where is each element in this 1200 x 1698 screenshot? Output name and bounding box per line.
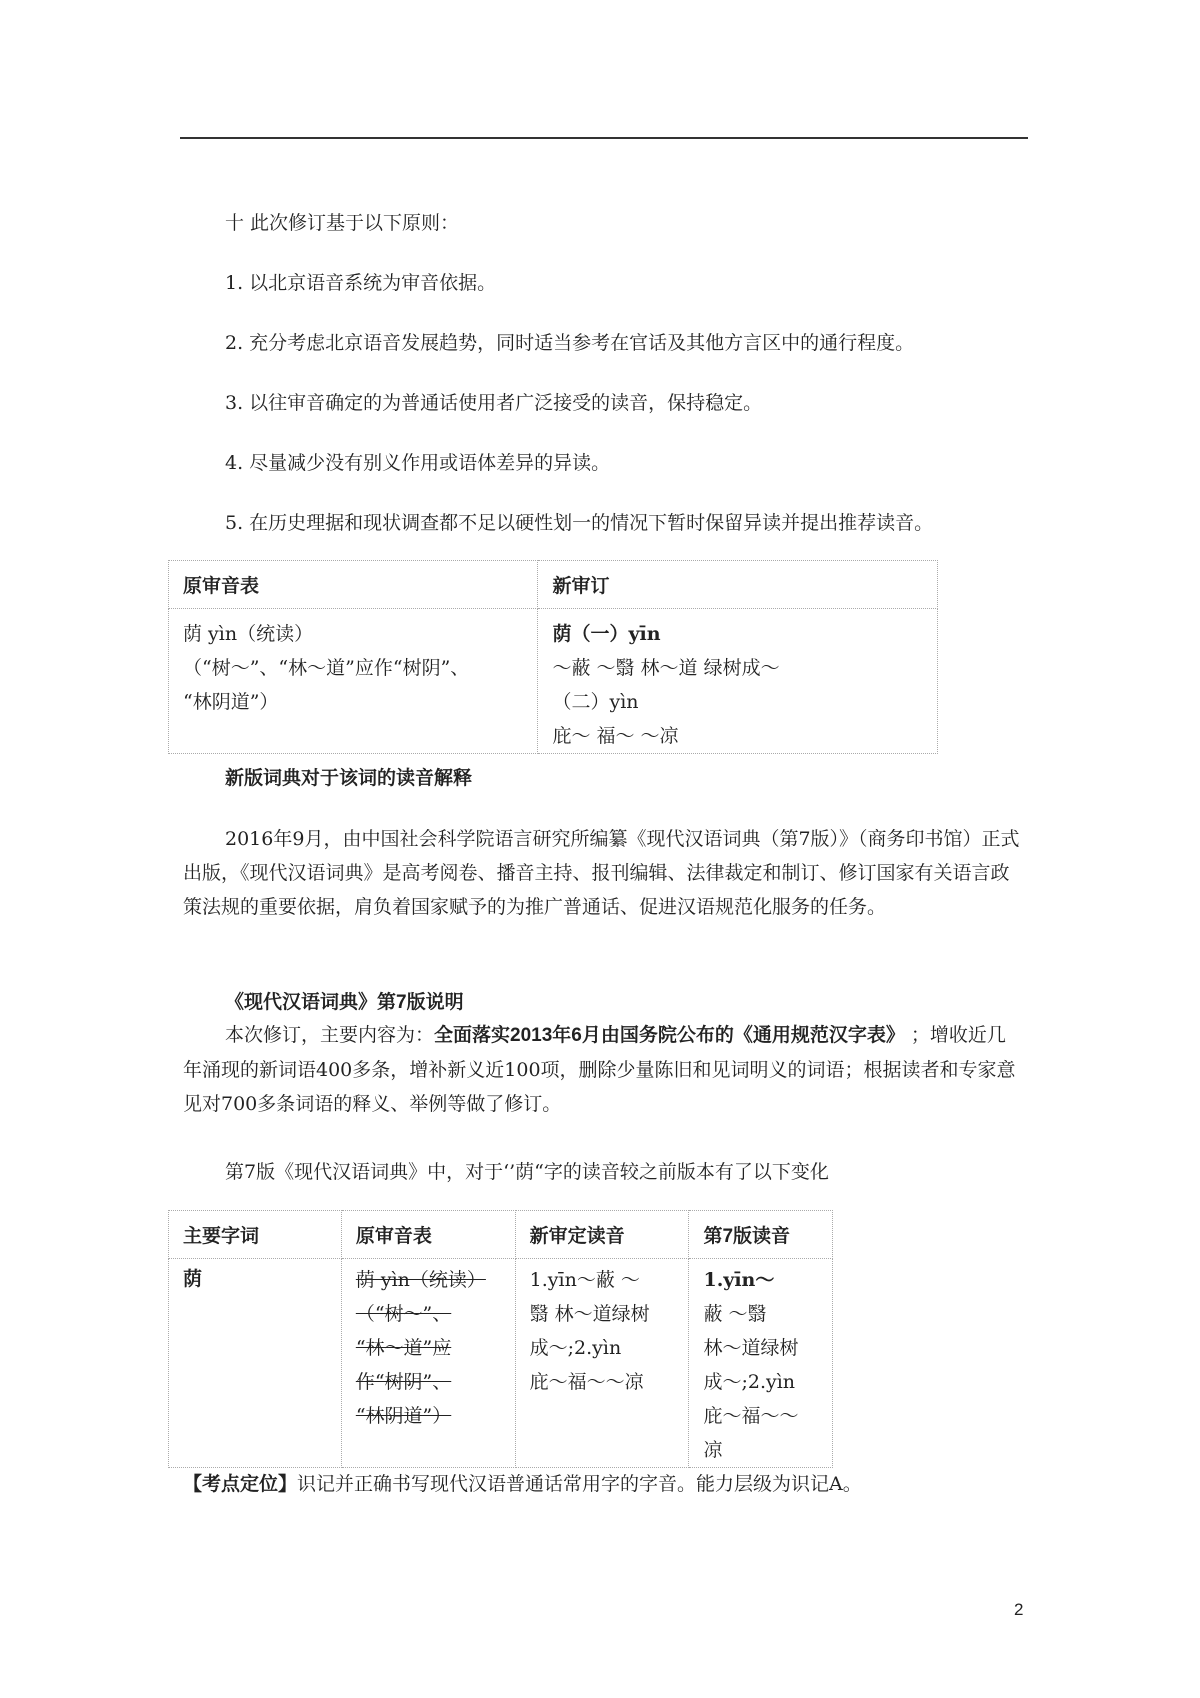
kaodian-label: 【考点定位】: [183, 1474, 298, 1495]
table2-v7-line: 凉: [703, 1439, 723, 1461]
section1-paragraph: [183, 822, 1023, 924]
table2-word-cell: [169, 1259, 342, 1468]
table-version-comparison: [168, 1210, 833, 1468]
principle-5: 5. 在历史理据和现状调查都不足以硬性划一的情况下暂时保留异读并提出推荐读音。: [225, 512, 934, 534]
table1-old-line: （“树～”、“林～道”应作“树阴”、: [183, 657, 470, 679]
table2-new-line: 庇～福～～凉: [529, 1371, 644, 1393]
table2-v7-line: 林～道绿树: [703, 1337, 799, 1359]
table1-old-cell: [169, 609, 538, 754]
table2-v7-line: 庇～福～～: [703, 1405, 799, 1427]
table2-old-line: “林阴道”）: [355, 1405, 452, 1427]
table2-header-new: 新审定读音: [515, 1211, 689, 1259]
table2-v7-line: 1.yīn～: [703, 1269, 775, 1291]
page-number: 2: [1014, 1600, 1024, 1619]
table2-old-line: （“树～”、: [355, 1303, 452, 1325]
table1-new-line: （二）yìn: [552, 691, 639, 713]
table1-old-line: “林阴道”）: [183, 691, 279, 713]
section2-paragraph: [183, 1018, 1023, 1121]
table2-old-line: “林～道”应: [355, 1337, 452, 1359]
table1-old-line: 荫 yìn（统读）: [183, 623, 314, 645]
table1-header-new: 新审订: [538, 561, 938, 609]
section2-para-prefix: 本次修订，主要内容为：: [225, 1024, 435, 1046]
principles-heading: 十 此次修订基于以下原则：: [225, 212, 460, 234]
principle-4: 4. 尽量减少没有别义作用或语体差异的异读。: [225, 452, 611, 474]
table1-new-line: ～蔽 ～翳 林～道 绿树成～: [552, 657, 780, 679]
principle-1: 1. 以北京语音系统为审音依据。: [225, 272, 497, 294]
table1-new-line: 庇～ 福～ ～凉: [552, 725, 679, 747]
table2-header-v7: 第7版读音: [689, 1211, 833, 1259]
section2-para-bold: 全面落实2013年6月由国务院公布的《通用规范汉字表》: [434, 1025, 905, 1046]
table1-new-cell: [538, 609, 938, 754]
kaodian-text: 识记并正确书写现代汉语普通话常用字的字音。能力层级为识记A。: [297, 1473, 862, 1495]
table2-old-line: 荫 yìn（统读）: [355, 1269, 486, 1291]
table2-word: 荫: [183, 1269, 203, 1290]
section2-title: 《现代汉语词典》第7版说明: [225, 992, 464, 1013]
table2-v7-cell: [689, 1259, 833, 1468]
table1-header-old: 原审音表: [169, 561, 538, 609]
table2-new-cell: [515, 1259, 689, 1468]
table2-new-line: 1.yīn～蔽 ～: [529, 1269, 640, 1291]
kaodian-line: [183, 1472, 862, 1497]
table2-v7-line: 蔽 ～翳: [703, 1303, 767, 1325]
principle-2: 2. 充分考虑北京语音发展趋势，同时适当参考在官话及其他方言区中的通行程度。: [225, 332, 915, 354]
section2-para-rest: ；增收近几年涌现的新词语400多条，增补新义近100项，删除少量陈旧和见词明义的词语；根据读者和专家意见对700多条词语的释义、举例等做了修订。: [183, 1024, 1016, 1115]
principle-3: 3. 以往审音确定的为普通话使用者广泛接受的读音，保持稳定。: [225, 392, 763, 414]
table2-old-cell: [341, 1259, 515, 1468]
table2-header-word: 主要字词: [169, 1211, 342, 1259]
header-rule: [180, 137, 1028, 139]
section1-title: 新版词典对于该词的读音解释: [225, 768, 473, 789]
table2-old-line: 作“树阴”、: [355, 1371, 452, 1393]
table2-new-line: 翳 林～道绿树: [529, 1303, 650, 1325]
table2-new-line: 成～;2.yìn: [529, 1337, 622, 1359]
change-description: 第7版《现代汉语词典》中，对于‘’荫“字的读音较之前版本有了以下变化: [225, 1161, 829, 1183]
table2-header-old: 原审音表: [341, 1211, 515, 1259]
table-pronunciation-revision: [168, 560, 938, 754]
table1-new-line: 荫（一）yīn: [552, 623, 661, 645]
section1-paragraph-text: 2016年9月，由中国社会科学院语言研究所编纂《现代汉语词典（第7版）》（商务印书馆）正式出版，《现代汉语词典》是高考阅卷、播音主持、报刊编辑、法律裁定和制订、修订国家有关语言政策法规的重要依据，肩负着国家赋予的为推广普通话、促进汉语规范化服务的任务。: [183, 828, 1020, 918]
table2-v7-line: 成～;2.yìn: [703, 1371, 796, 1393]
